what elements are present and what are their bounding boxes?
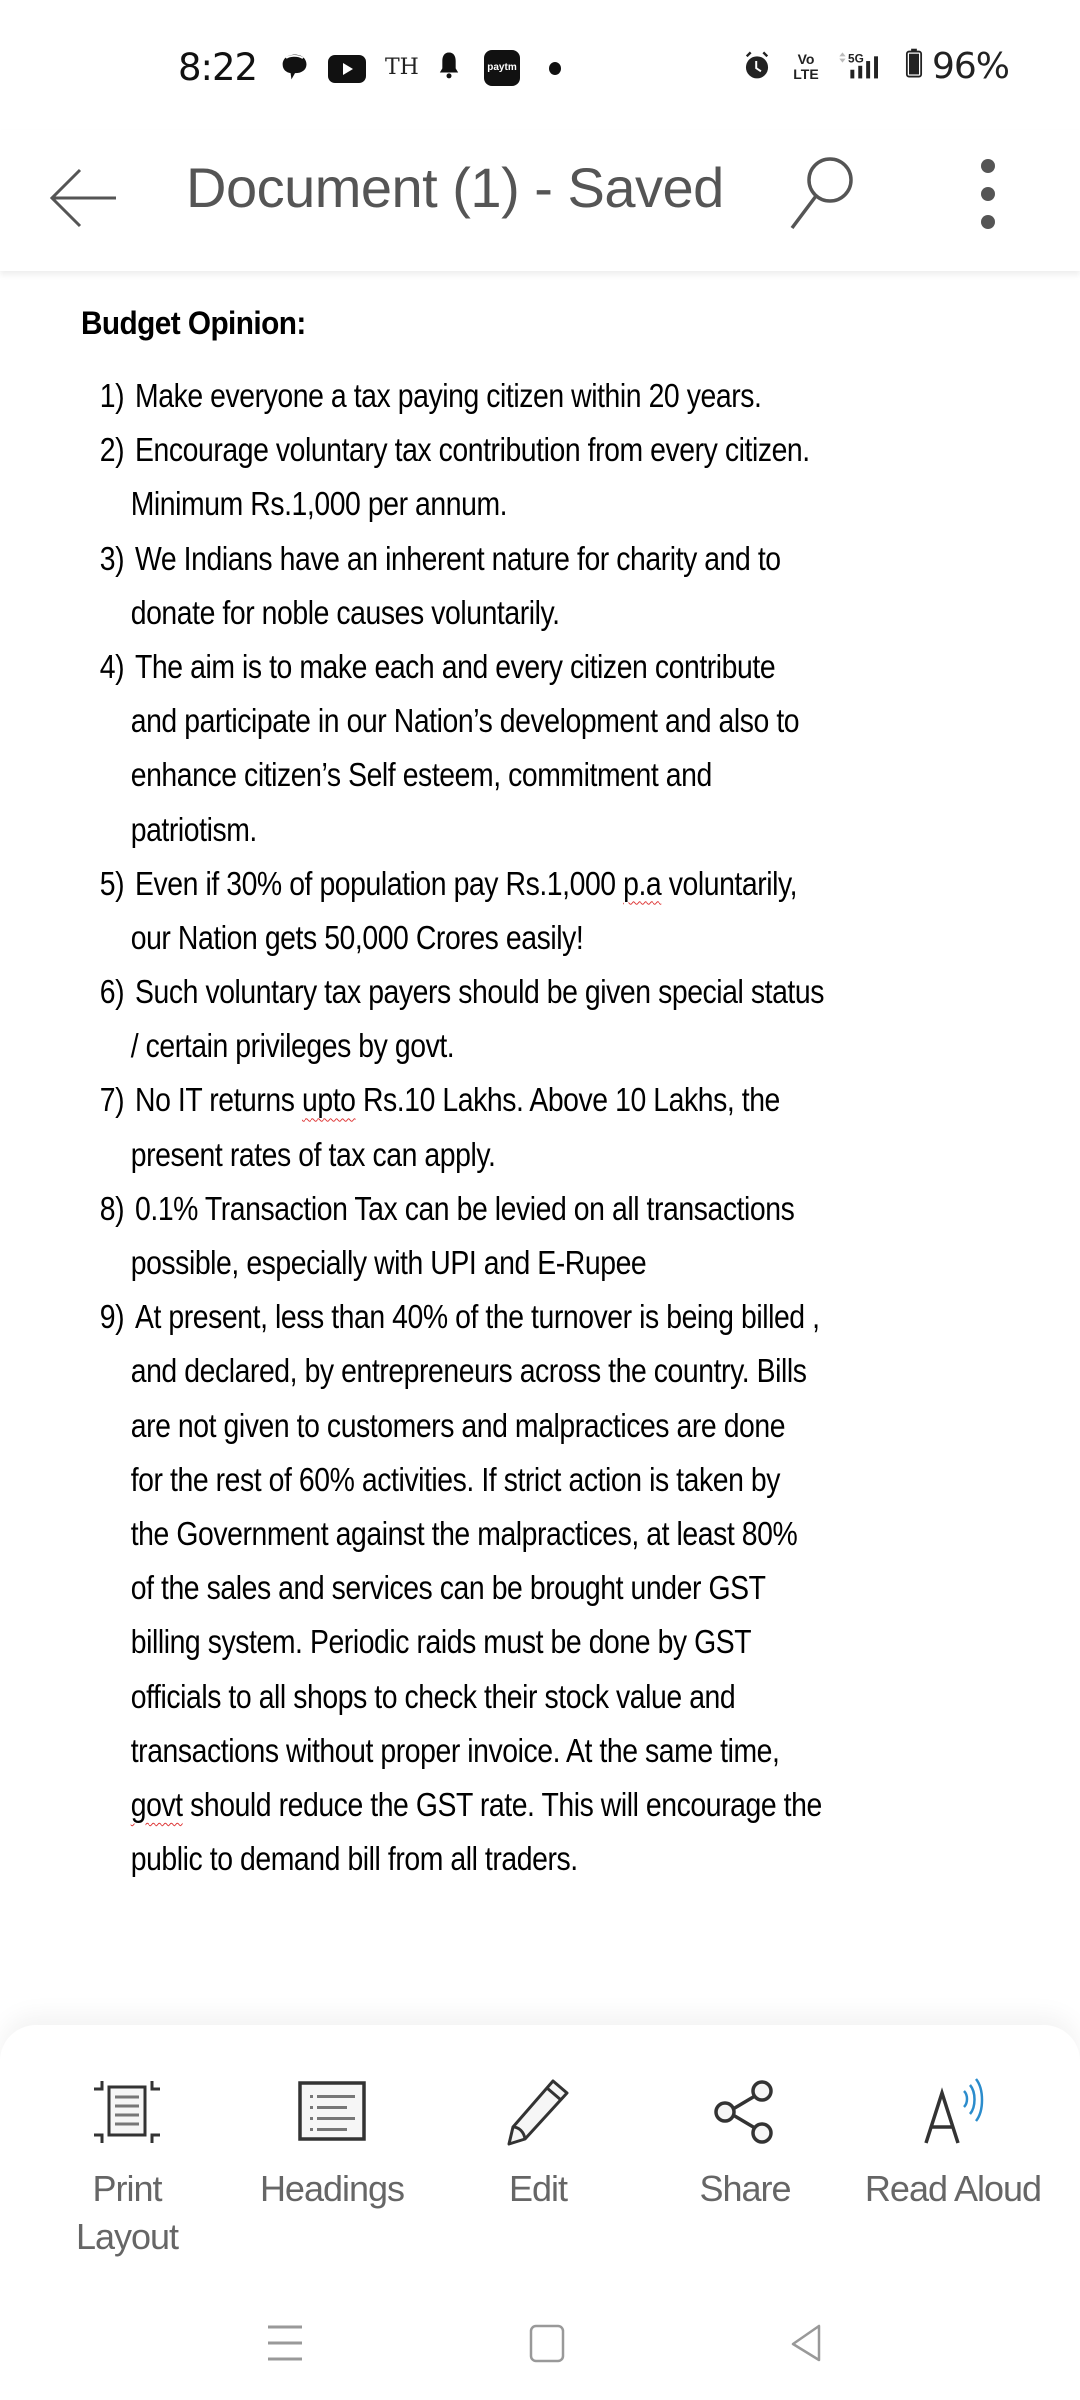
list-item-first-line bbox=[0, 532, 929, 586]
volte-bottom-label: LTE bbox=[793, 66, 819, 82]
list-item-first-line bbox=[0, 857, 929, 911]
more-vertical-icon[interactable] bbox=[966, 152, 1010, 236]
list-item-text: Even if 30% of population pay Rs.1,000 p.a voluntarily, bbox=[135, 864, 798, 902]
list-item-continuation-line bbox=[0, 748, 929, 802]
read-aloud-button[interactable] bbox=[853, 2025, 1053, 2265]
battery-icon bbox=[902, 48, 926, 78]
list-item-number: 2) bbox=[99, 431, 125, 469]
list-item-continuation-line bbox=[0, 477, 929, 531]
list-item-first-line bbox=[0, 965, 929, 1019]
list-item bbox=[0, 1182, 1080, 1290]
list-item-text: and participate in our Nation’s development and also to bbox=[130, 702, 800, 740]
list-item-text: At present, less than 40% of the turnover is being billed , bbox=[135, 1298, 820, 1336]
headings-label bbox=[232, 2165, 432, 2213]
list-item-first-line bbox=[0, 1290, 929, 1344]
recent-apps-icon[interactable] bbox=[255, 2313, 315, 2373]
search-icon[interactable] bbox=[780, 152, 860, 232]
list-item-continuation-line bbox=[0, 1724, 929, 1778]
list-item-text: possible, especially with UPI and E-Rupee bbox=[130, 1244, 647, 1281]
app-bar bbox=[0, 130, 1080, 271]
paytm-icon bbox=[484, 50, 520, 86]
list-item-continuation-line bbox=[0, 1507, 929, 1561]
volte-top-label: Vo bbox=[797, 51, 815, 67]
list-item-continuation-line bbox=[0, 1615, 929, 1669]
print-layout-button[interactable] bbox=[27, 2025, 227, 2265]
list-item bbox=[0, 532, 1080, 640]
list-item-continuation-line bbox=[0, 1561, 929, 1615]
list-item-continuation-line bbox=[0, 1453, 929, 1507]
print-layout-label bbox=[27, 2165, 227, 2261]
list-item-text: transactions without proper invoice. At the same time, bbox=[130, 1731, 780, 1769]
more-notifications-dot-icon bbox=[549, 62, 561, 75]
the-hindu-icon: TH bbox=[385, 55, 419, 80]
list-item-text: our Nation gets 50,000 Crores easily! bbox=[130, 918, 584, 956]
list-item-number: 4) bbox=[99, 647, 125, 685]
list-item-first-line bbox=[0, 369, 929, 423]
alarm-icon bbox=[740, 50, 774, 80]
document-heading: Budget Opinion: bbox=[81, 305, 306, 341]
notification-bell-icon bbox=[436, 50, 462, 80]
list-item-text: billing system. Periodic raids must be done by GST bbox=[130, 1623, 752, 1661]
read-aloud-icon bbox=[918, 2077, 988, 2147]
document-body[interactable] bbox=[0, 271, 1080, 2031]
list-item-text: We Indians have an inherent nature for charity and to bbox=[135, 539, 781, 577]
document-title: Document (1) - Saved bbox=[186, 156, 724, 219]
system-nav-bar bbox=[0, 2285, 1080, 2400]
list-item-first-line bbox=[0, 423, 929, 477]
list-item-text: officials to all shops to check their stock value and bbox=[130, 1677, 736, 1715]
back-triangle-icon[interactable] bbox=[775, 2313, 835, 2373]
list-item-number: 3) bbox=[99, 539, 125, 577]
list-item bbox=[0, 1073, 1080, 1181]
spellcheck-flagged-word[interactable]: p.a bbox=[623, 864, 662, 902]
list-item-text: No IT returns upto Rs.10 Lakhs. Above 10 Lakhs, the bbox=[135, 1081, 780, 1119]
list-item bbox=[0, 857, 1080, 965]
list-item-text: of the sales and services can be brought under GST bbox=[130, 1569, 766, 1607]
label-line: Layout bbox=[75, 2216, 179, 2257]
list-item-text: The aim is to make each and every citizen contribute bbox=[135, 647, 776, 685]
edit-label bbox=[438, 2165, 638, 2213]
list-item-text: public to demand bill from all traders. bbox=[130, 1840, 578, 1878]
list-item-continuation-line bbox=[0, 1832, 929, 1886]
list-item-continuation-line bbox=[0, 586, 929, 640]
label-line: Share bbox=[699, 2168, 791, 2209]
list-item-continuation-line bbox=[0, 1399, 929, 1453]
5g-signal-icon bbox=[830, 50, 896, 80]
paytm-label: paytm bbox=[487, 62, 517, 73]
list-item-text: are not given to customers and malpractices are done bbox=[130, 1406, 786, 1444]
list-item-first-line bbox=[0, 640, 929, 694]
volte-icon bbox=[793, 52, 819, 82]
list-item-continuation-line bbox=[0, 1019, 929, 1073]
list-item-text: Minimum Rs.1,000 per annum. bbox=[130, 485, 508, 523]
arrow-left-icon[interactable] bbox=[48, 160, 124, 236]
bottom-toolbar bbox=[0, 2025, 1080, 2285]
list-item-text: the Government against the malpractices, at least 80% bbox=[130, 1514, 798, 1552]
status-time: 8:22 bbox=[178, 46, 258, 89]
list-item-continuation-line bbox=[0, 803, 929, 857]
list-item-text: donate for noble causes voluntarily. bbox=[130, 593, 560, 631]
label-line: Edit bbox=[508, 2168, 568, 2209]
list-item-continuation-line bbox=[0, 1670, 929, 1724]
list-item-continuation-line bbox=[0, 1236, 929, 1290]
list-item-text: Make everyone a tax paying citizen within 20 years. bbox=[135, 377, 762, 414]
battery-percent: 96% bbox=[932, 46, 1010, 87]
list-item-number: 8) bbox=[99, 1189, 125, 1227]
list-item-first-line bbox=[0, 1073, 929, 1127]
list-item-continuation-line bbox=[0, 1778, 929, 1832]
share-label bbox=[645, 2165, 845, 2213]
label-line: Headings bbox=[259, 2168, 405, 2209]
share-icon bbox=[710, 2077, 780, 2147]
list-item-number: 1) bbox=[99, 377, 125, 414]
chat-bubble-icon bbox=[278, 52, 312, 82]
list-item bbox=[0, 369, 1080, 423]
spellcheck-flagged-word[interactable]: upto bbox=[301, 1081, 356, 1119]
list-item-text: Such voluntary tax payers should be given special status bbox=[135, 973, 825, 1011]
home-icon[interactable] bbox=[517, 2313, 577, 2373]
spellcheck-flagged-word[interactable]: govt bbox=[130, 1785, 183, 1823]
list-item-text: 0.1% Transaction Tax can be levied on all transactions bbox=[135, 1189, 795, 1227]
headings-icon bbox=[297, 2077, 367, 2147]
list-item-continuation-line bbox=[0, 1344, 929, 1398]
list-item bbox=[0, 640, 1080, 857]
list-item bbox=[0, 1290, 1080, 1886]
list-item-number: 7) bbox=[99, 1081, 125, 1119]
read-aloud-label bbox=[853, 2165, 1053, 2213]
list-item-text: enhance citizen’s Self esteem, commitment and bbox=[130, 756, 712, 794]
edit-button[interactable] bbox=[438, 2025, 638, 2265]
list-item bbox=[0, 423, 1080, 531]
list-item-text: / certain privileges by govt. bbox=[130, 1027, 455, 1065]
list-item-text: govt should reduce the GST rate. This will encourage the bbox=[130, 1785, 822, 1823]
status-bar bbox=[0, 0, 1080, 130]
list-item-text: present rates of tax can apply. bbox=[130, 1135, 496, 1173]
list-item-number: 9) bbox=[99, 1298, 125, 1336]
list-item-number: 6) bbox=[99, 973, 125, 1011]
list-item-text: Encourage voluntary tax contribution from every citizen. bbox=[135, 431, 810, 469]
svg-text:5G: 5G bbox=[848, 51, 864, 66]
print-layout-icon bbox=[92, 2077, 162, 2147]
list-item-continuation-line bbox=[0, 1128, 929, 1182]
list-item-continuation-line bbox=[0, 911, 929, 965]
share-button[interactable] bbox=[645, 2025, 845, 2265]
numbered-list bbox=[0, 369, 1080, 1886]
list-item bbox=[0, 965, 1080, 1073]
list-item-first-line bbox=[0, 1182, 929, 1236]
list-item-number: 5) bbox=[99, 864, 125, 902]
list-item-continuation-line bbox=[0, 694, 929, 748]
list-item-text: for the rest of 60% activities. If strict action is taken by bbox=[130, 1460, 781, 1498]
list-item-text: patriotism. bbox=[130, 810, 257, 848]
label-line: Read Aloud bbox=[864, 2168, 1042, 2209]
youtube-icon bbox=[327, 54, 367, 84]
headings-button[interactable] bbox=[232, 2025, 432, 2265]
pencil-icon bbox=[503, 2077, 573, 2147]
list-item-text: and declared, by entrepreneurs across the country. Bills bbox=[130, 1352, 807, 1390]
label-line: Print bbox=[92, 2168, 162, 2209]
